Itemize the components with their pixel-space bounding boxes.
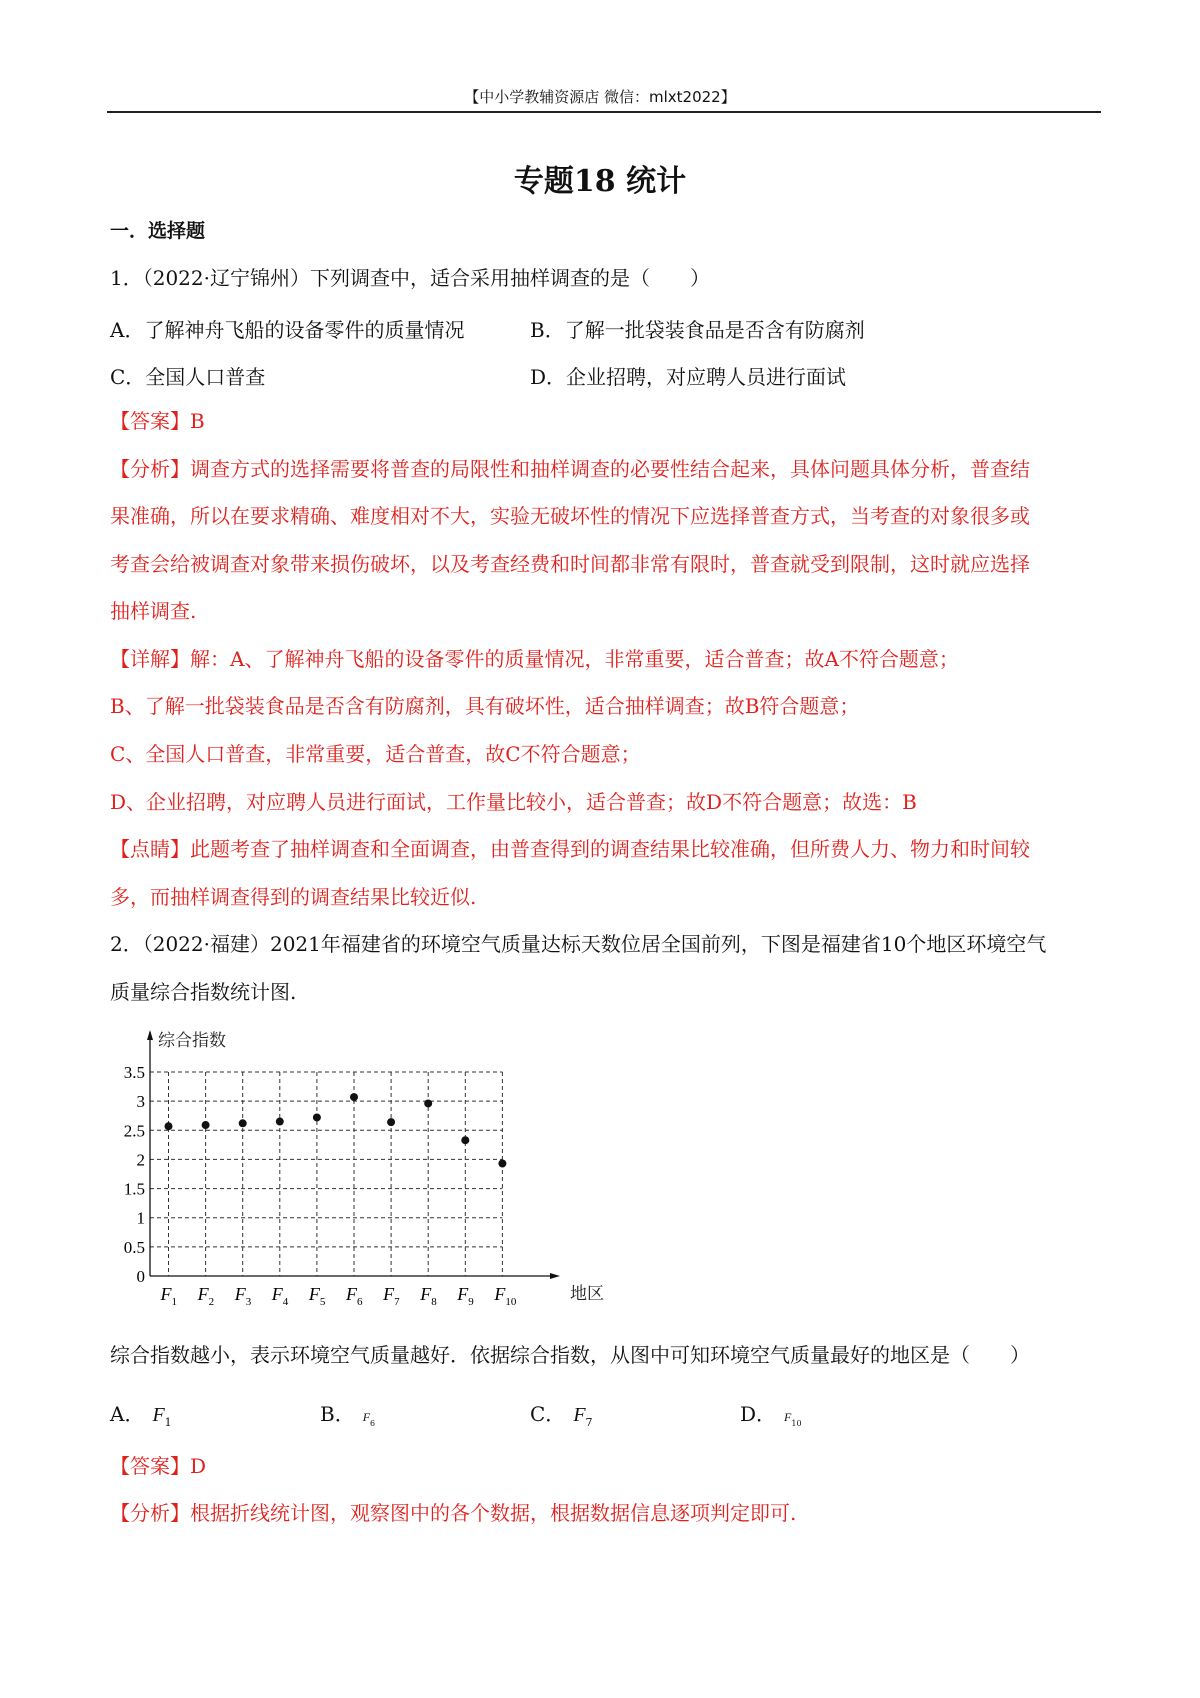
y-tick-label: 3.5 bbox=[123, 1063, 145, 1082]
y-axis-arrow-icon bbox=[147, 1030, 153, 1040]
q1-analysis-line: 果准确，所以在要求精确、难度相对不大，实验无破坏性的情况下应选择普查方式，当考查的对象很多或 bbox=[110, 504, 1030, 528]
index-chart bbox=[100, 1020, 604, 1320]
q1-detail-line: D、企业招聘，对应聘人员进行面试，工作量比较小，适合普查；故D不符合题意；故选：B bbox=[110, 790, 917, 814]
page-header: 【中小学教辅资源店 微信：mlxt2022】 bbox=[464, 88, 736, 106]
option-subscript: 6 bbox=[370, 1419, 376, 1428]
q2-question: 综合指数越小，表示环境空气质量越好．依据综合指数，从图中可知环境空气质量最好的地区是（ ） bbox=[110, 1343, 1030, 1367]
x-tick-label: $F_8$ bbox=[420, 1284, 437, 1308]
x-tick-label: $F_6$ bbox=[346, 1284, 363, 1308]
x-tick-label: $F_5$ bbox=[308, 1284, 326, 1308]
option-label: A． bbox=[110, 1402, 145, 1426]
q1-option-a: A．了解神舟飞船的设备零件的质量情况 bbox=[110, 318, 465, 342]
x-tick-label: $F_4$ bbox=[271, 1284, 289, 1308]
option-subscript: 1 bbox=[164, 1416, 172, 1429]
q2-option-b bbox=[320, 1398, 375, 1428]
option-label: D． bbox=[740, 1402, 777, 1426]
q1-detail-line: C、全国人口普查，非常重要，适合普查，故C不符合题意； bbox=[110, 742, 641, 766]
y-tick-label: 3 bbox=[136, 1092, 145, 1112]
data-point bbox=[165, 1122, 173, 1130]
option-variable: F bbox=[573, 1404, 586, 1426]
data-point bbox=[313, 1113, 321, 1121]
option-subscript: 10 bbox=[791, 1419, 802, 1428]
section-heading: 一．选择题 bbox=[110, 220, 206, 242]
q2-option-c bbox=[530, 1398, 593, 1429]
data-point bbox=[461, 1136, 469, 1144]
y-tick-label: 1.5 bbox=[123, 1179, 145, 1199]
q1-answer: 【答案】B bbox=[110, 409, 205, 433]
x-tick-label: $F_7$ bbox=[383, 1284, 400, 1308]
y-tick-label: 2.5 bbox=[123, 1121, 145, 1141]
q1-option-b: B．了解一批袋装食品是否含有防腐剂 bbox=[530, 318, 865, 342]
y-tick-label: 0 bbox=[136, 1267, 145, 1286]
q1-stem: 1．（2022·辽宁锦州）下列调查中，适合采用抽样调查的是（ ） bbox=[110, 266, 710, 290]
q1-detail-line: B、了解一批袋装食品是否含有防腐剂，具有破坏性，适合抽样调查；故B符合题意； bbox=[110, 694, 860, 718]
x-axis-arrow-icon bbox=[550, 1273, 560, 1279]
q1-option-d: D．企业招聘，对应聘人员进行面试 bbox=[530, 365, 847, 389]
y-tick-label: 2 bbox=[136, 1150, 145, 1170]
y-axis-label: 综合指数 bbox=[158, 1031, 226, 1051]
q2-option-d bbox=[740, 1398, 802, 1428]
q1-comment-line: 【点睛】此题考查了抽样调查和全面调查，由普查得到的调查结果比较准确，但所费人力、物力和时间较 bbox=[110, 837, 1030, 861]
q2-analysis: 【分析】根据折线统计图，观察图中的各个数据，根据数据信息逐项判定即可. bbox=[110, 1501, 797, 1525]
option-variable: F bbox=[362, 1410, 371, 1424]
option-variable: F bbox=[152, 1404, 165, 1426]
q2-option-a bbox=[110, 1398, 172, 1429]
y-tick-label: 0.5 bbox=[123, 1237, 145, 1257]
q2-answer: 【答案】D bbox=[110, 1454, 207, 1478]
q1-detail-line: 【详解】解：A、了解神舟飞船的设备零件的质量情况，非常重要，适合普查；故A不符合题意； bbox=[110, 647, 959, 671]
q2-stem-line: 2．（2022·福建）2021年福建省的环境空气质量达标天数位居全国前列，下图是福建省10个地区环境空气 bbox=[110, 932, 1047, 956]
y-tick-label: 1 bbox=[136, 1208, 145, 1228]
x-tick-label: $F_1$ bbox=[160, 1284, 177, 1308]
x-axis-label: 地区 bbox=[570, 1284, 604, 1304]
data-point bbox=[276, 1118, 284, 1126]
q1-comment-line: 多，而抽样调查得到的调查结果比较近似. bbox=[110, 885, 477, 909]
data-point bbox=[202, 1121, 210, 1129]
x-tick-label: $F_{10}$ bbox=[494, 1284, 517, 1308]
x-tick-label: $F_3$ bbox=[234, 1284, 252, 1308]
q1-analysis-line: 【分析】调查方式的选择需要将普查的局限性和抽样调查的必要性结合起来，具体问题具体分析，普查结 bbox=[110, 457, 1030, 481]
option-label: B． bbox=[320, 1402, 355, 1426]
option-label: C． bbox=[530, 1402, 566, 1426]
option-variable: F bbox=[784, 1410, 792, 1424]
data-point bbox=[387, 1118, 395, 1126]
option-subscript: 7 bbox=[585, 1416, 593, 1429]
page-title: 专题18 统计 bbox=[513, 164, 687, 199]
q1-analysis-line: 考查会给被调查对象带来损伤破坏，以及考查经费和时间都非常有限时，普查就受到限制，这时就应选择 bbox=[110, 552, 1030, 576]
header-divider bbox=[107, 111, 1101, 113]
data-point bbox=[424, 1099, 432, 1107]
data-point bbox=[350, 1093, 358, 1101]
x-tick-label: $F_2$ bbox=[197, 1284, 215, 1308]
q2-stem-line: 质量综合指数统计图. bbox=[110, 980, 297, 1004]
q1-analysis-line: 抽样调查. bbox=[110, 599, 197, 623]
x-tick-label: $F_9$ bbox=[457, 1284, 474, 1308]
q1-option-c: C．全国人口普查 bbox=[110, 365, 266, 389]
data-point bbox=[498, 1160, 506, 1168]
data-point bbox=[239, 1119, 247, 1127]
